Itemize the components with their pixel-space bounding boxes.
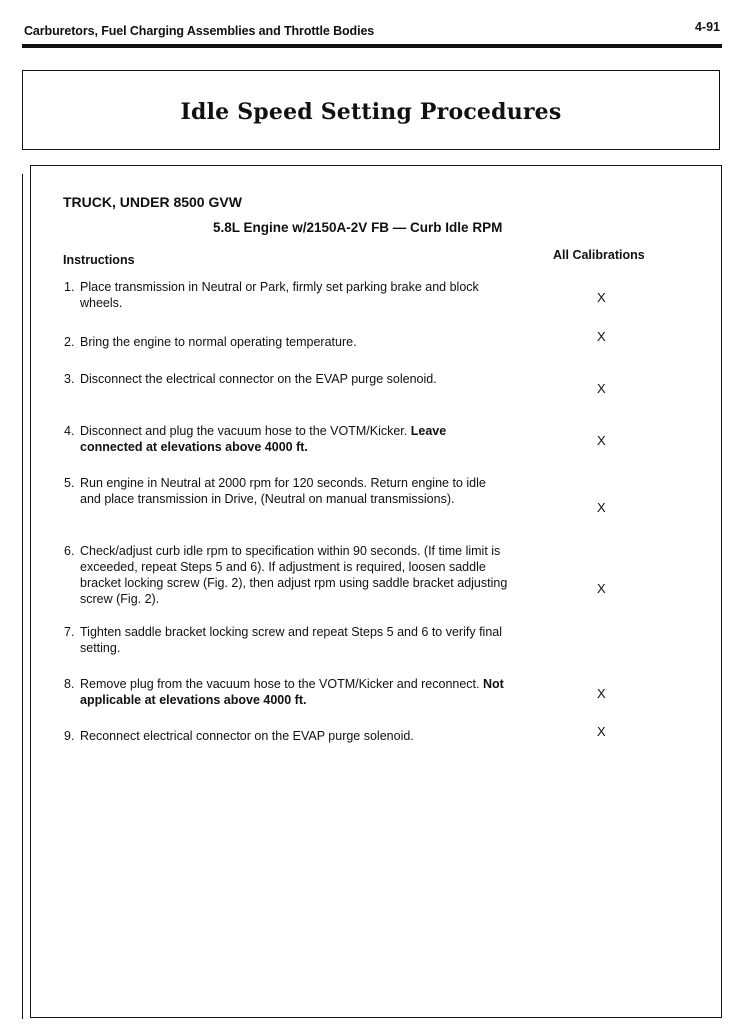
step-item: 3. Disconnect the electrical connector on the EVAP purge solenoid. bbox=[64, 371, 509, 387]
step-text: Run engine in Neutral at 2000 rpm for 120 seconds. Return engine to idle and place transmission in Drive, (Neutral on manual transmissions). bbox=[80, 476, 486, 506]
step-item: 5. Run engine in Neutral at 2000 rpm for 120 seconds. Return engine to idle and place transmission in Drive, (Neutral on manual transmissions). bbox=[64, 475, 509, 507]
step-text: Bring the engine to normal operating temperature. bbox=[80, 335, 357, 349]
step-item: 7. Tighten saddle bracket locking screw and repeat Steps 5 and 6 to verify final setting. bbox=[64, 624, 509, 656]
step-text: Tighten saddle bracket locking screw and repeat Steps 5 and 6 to verify final setting. bbox=[80, 625, 502, 655]
calibration-mark: X bbox=[597, 581, 606, 596]
calibration-mark: X bbox=[597, 290, 606, 305]
calibration-mark: X bbox=[597, 686, 606, 701]
running-title: Carburetors, Fuel Charging Assemblies and Throttle Bodies bbox=[24, 24, 375, 38]
calibration-mark: X bbox=[597, 724, 606, 739]
step-item: 8. Remove plug from the vacuum hose to the VOTM/Kicker and reconnect. Not applicable at elevations above 4000 ft. bbox=[64, 676, 509, 708]
step-item: 6. Check/adjust curb idle rpm to specification within 90 seconds. (If time limit is exceeded, repeat Steps 5 and 6). If adjustment is required, loosen saddle bracket locking screw (Fig. 2), then adjust rpm using saddle bracket adjusting screw (Fig. 2). bbox=[64, 544, 508, 606]
step-item: 9. Reconnect electrical connector on the EVAP purge solenoid. bbox=[64, 728, 509, 744]
step-text: Place transmission in Neutral or Park, firmly set parking brake and block wheels. bbox=[80, 280, 479, 310]
section-subtitle: 5.8L Engine w/2150A-2V FB — Curb Idle RPM bbox=[213, 220, 503, 235]
calibration-mark: X bbox=[597, 329, 606, 344]
calibration-mark: X bbox=[597, 500, 606, 515]
step-text: Disconnect and plug the vacuum hose to the VOTM/Kicker. Leave connected at elevations above 4000 ft. bbox=[80, 424, 447, 454]
calibration-mark: X bbox=[597, 381, 606, 396]
title-box bbox=[22, 70, 720, 150]
step-text: Check/adjust curb idle rpm to specification within 90 seconds. (If time limit is exceeded, repeat Steps 5 and 6). If adjustment is required, loosen saddle bracket locking screw (Fig. 2), then adjust rpm using saddle bracket adjusting screw (Fig. 2). bbox=[80, 544, 508, 606]
page-title: Idle Speed Setting Procedures bbox=[180, 99, 562, 125]
step-item: 2. Bring the engine to normal operating temperature. bbox=[64, 334, 509, 350]
calibration-mark: X bbox=[597, 433, 606, 448]
instructions-column-header: Instructions bbox=[63, 253, 135, 267]
step-item: 1. Place transmission in Neutral or Park, firmly set parking brake and block wheels. bbox=[64, 279, 509, 311]
calibrations-column-header: All Calibrations bbox=[553, 248, 645, 262]
running-header bbox=[22, 22, 722, 48]
step-item: 4. Disconnect and plug the vacuum hose to the VOTM/Kicker. Leave connected at elevations above 4000 ft. bbox=[64, 423, 509, 455]
page-number: 4-91 bbox=[694, 20, 720, 34]
step-text: Remove plug from the vacuum hose to the VOTM/Kicker and reconnect. Not applicable at elevations above 4000 ft. bbox=[80, 677, 504, 707]
procedure-box bbox=[30, 165, 722, 1018]
step-text: Disconnect the electrical connector on the EVAP purge solenoid. bbox=[80, 372, 437, 386]
section-title: TRUCK, UNDER 8500 GVW bbox=[63, 194, 242, 210]
step-text: Reconnect electrical connector on the EVAP purge solenoid. bbox=[80, 729, 414, 743]
